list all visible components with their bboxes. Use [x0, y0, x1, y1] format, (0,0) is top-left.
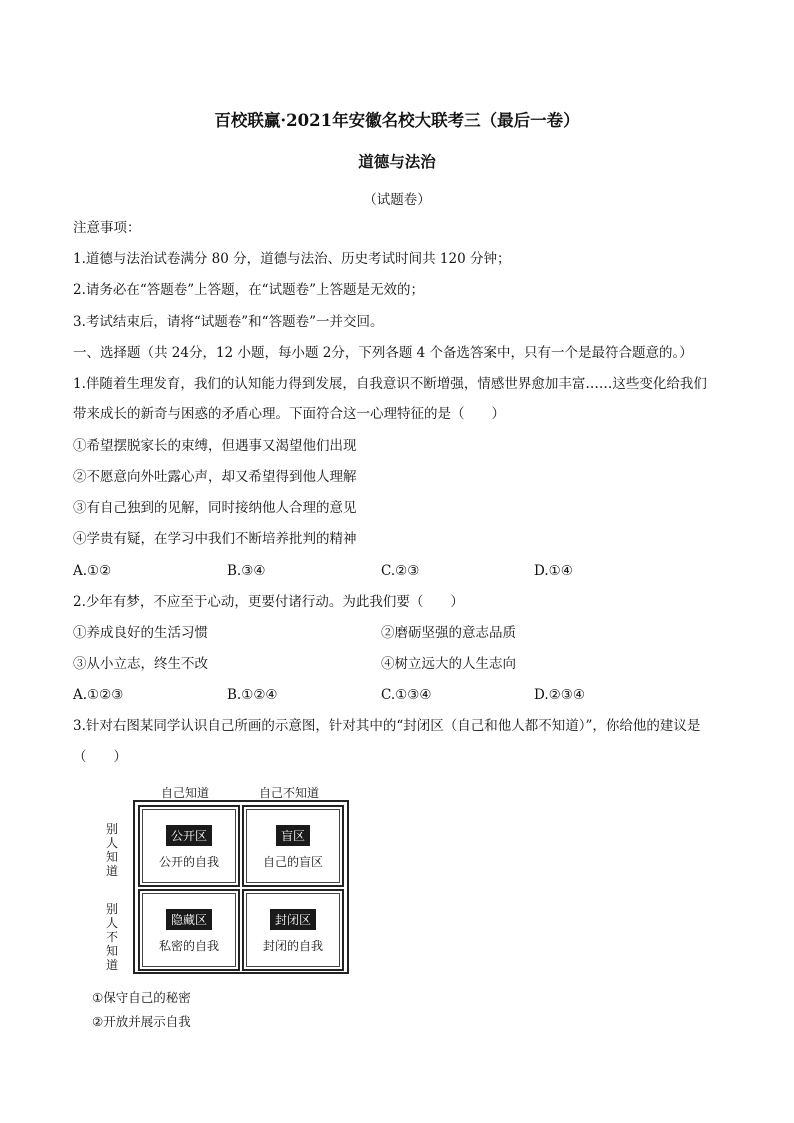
notes-heading: 注意事项： — [73, 220, 141, 236]
q1-choice-c[interactable]: C.②③ — [381, 563, 420, 579]
note-item-1: 1.道德与法治试卷满分 80 分，道德与法治、历史考试时间共 120 分钟； — [73, 251, 511, 267]
q2-choice-b[interactable]: B.①②④ — [227, 687, 278, 703]
q2-statement-1: ①养成良好的生活习惯 — [73, 625, 208, 641]
johari-window-figure — [95, 780, 355, 975]
q2-statement-2: ②磨砺坚强的意志品质 — [381, 625, 516, 641]
subject-title: 道德与法治 — [358, 152, 436, 171]
q1-statement-1: ①希望摆脱家长的束缚，但遇事又渴望他们出现 — [73, 438, 357, 454]
johari-grid — [133, 800, 349, 974]
q2-choice-d[interactable]: D.②③④ — [534, 687, 585, 703]
col-header-self-unknown: 自己不知道 — [259, 786, 320, 800]
q1-stem-line1: 1.伴随着生理发育，我们的认知能力得到发展，自我意识不断增强，情感世界愈加丰富……这些变化给我们 — [73, 376, 707, 392]
q1-statement-4: ④学贵有疑，在学习中我们不断培养批判的精神 — [73, 531, 357, 547]
page-title: 百校联赢·2021年安徽名校大联考三（最后一卷） — [214, 111, 580, 130]
cell-tag: 公开区 — [166, 825, 212, 846]
q2-statement-4: ④树立远大的人生志向 — [381, 656, 516, 672]
row-header-others-unknown: 别人不知道 — [105, 902, 118, 972]
section-heading: 一、选择题（共 24分，12 小题，每小题 2分，下列各题 4 个备选答案中，只有一个是最符合题意的。） — [73, 345, 693, 361]
note-item-3: 3.考试结束后，请将“试题卷”和“答题卷”一并交回。 — [73, 314, 384, 330]
q3-stem-line1: 3.针对右图某同学认识自己所画的示意图，针对其中的“封闭区（自己和他人都不知道）”，你给他的建议是 — [73, 718, 701, 734]
q1-choice-d[interactable]: D.①④ — [534, 563, 573, 579]
q1-choice-a[interactable]: A.①② — [73, 563, 112, 579]
note-item-2: 2.请务必在“答题卷”上答题，在“试题卷”上答题是无效的； — [73, 282, 424, 298]
q2-stem: 2.少年有梦，不应至于心动，更要付诸行动。为此我们要（ ） — [73, 594, 464, 610]
cell-desc: 自己的盲区 — [262, 855, 323, 869]
row-header-others-known: 别人知道 — [105, 822, 118, 878]
closed-area-cell — [242, 889, 344, 971]
cell-desc: 私密的自我 — [158, 939, 219, 953]
hidden-area-cell — [138, 889, 240, 971]
open-area-cell — [138, 805, 240, 887]
q3-stem-line2: （ ） — [73, 749, 127, 765]
q2-choice-a[interactable]: A.①②③ — [73, 687, 124, 703]
cell-desc: 封闭的自我 — [262, 939, 323, 953]
q3-statement-1: ①保守自己的秘密 — [92, 990, 191, 1005]
col-header-self-known: 自己知道 — [161, 786, 210, 800]
cell-tag: 盲区 — [276, 825, 310, 846]
q1-stem-line2: 带来成长的新奇与困惑的矛盾心理。下面符合这一心理特征的是（ ） — [73, 406, 505, 422]
q2-statement-3: ③从小立志，终生不改 — [73, 656, 208, 672]
q3-statement-2: ②开放并展示自我 — [92, 1014, 191, 1029]
q1-choice-b[interactable]: B.③④ — [227, 563, 266, 579]
paper-type-label: （试题卷） — [363, 192, 431, 208]
q1-statement-2: ②不愿意向外吐露心声，却又希望得到他人理解 — [73, 469, 357, 485]
q1-statement-3: ③有自己独到的见解，同时接纳他人合理的意见 — [73, 500, 357, 516]
q2-choice-c[interactable]: C.①③④ — [381, 687, 432, 703]
cell-desc: 公开的自我 — [158, 855, 219, 869]
blind-area-cell — [242, 805, 344, 887]
cell-tag: 封闭区 — [270, 909, 316, 930]
cell-tag: 隐藏区 — [166, 909, 212, 930]
